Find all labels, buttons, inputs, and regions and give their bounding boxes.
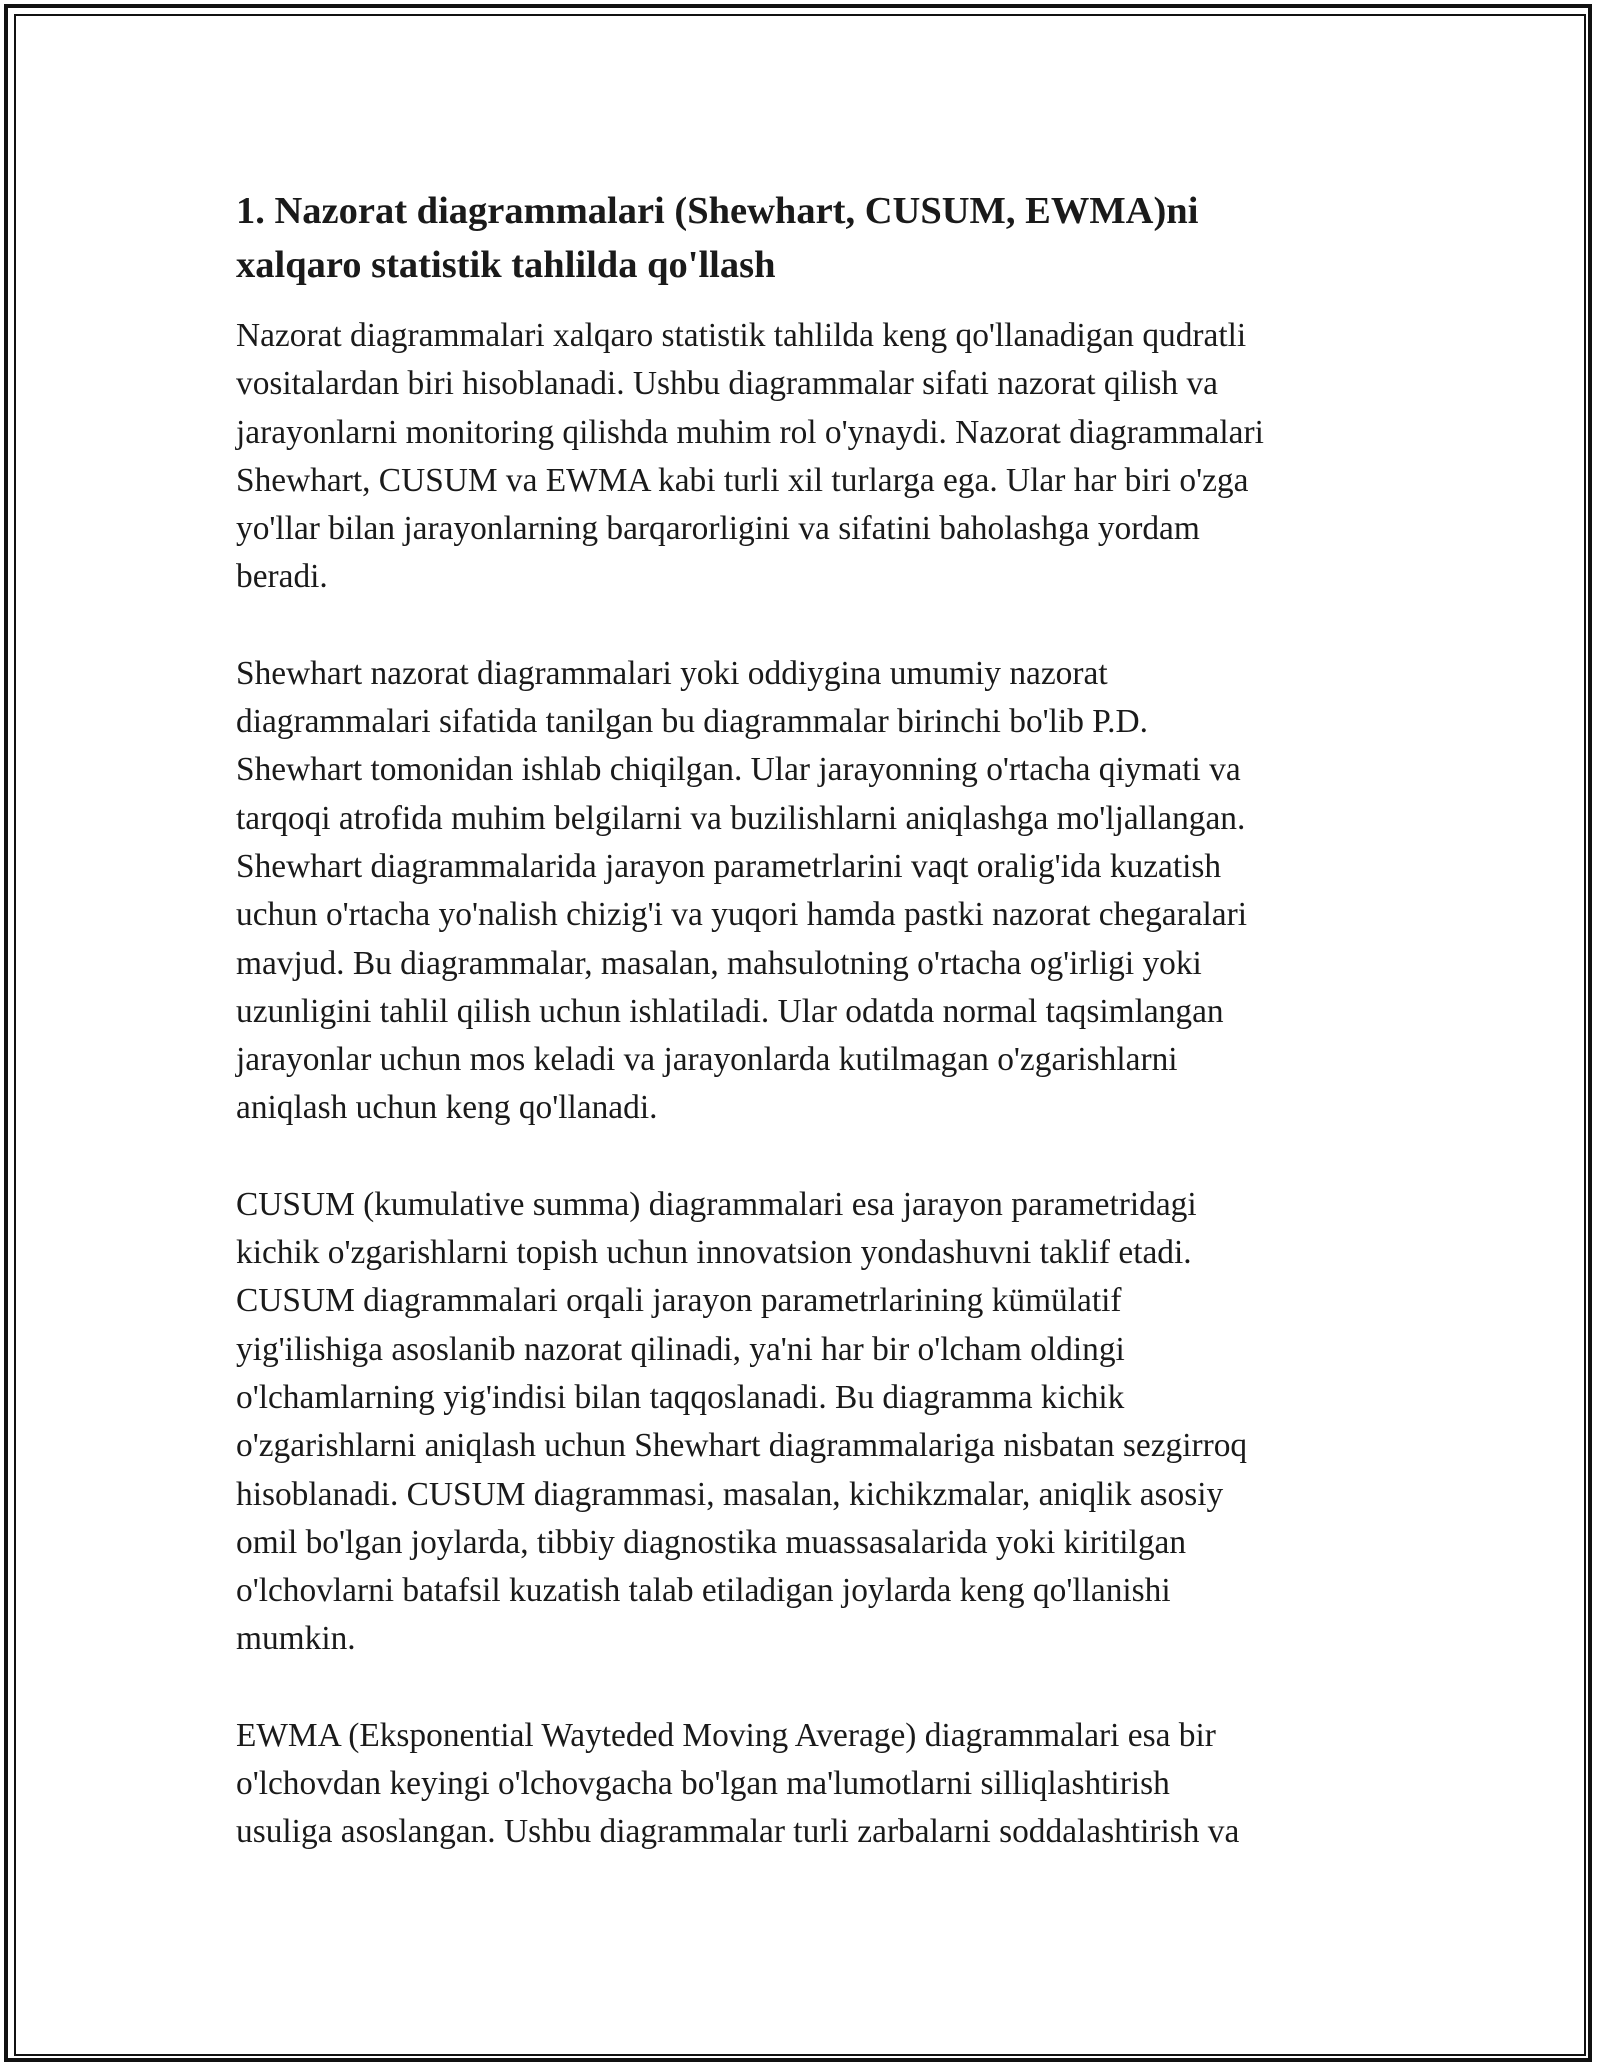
paragraph-line: o'lchamlarning yig'indisi bilan taqqoslanadi. Bu diagramma kichik xyxy=(236,1378,1125,1416)
section-heading xyxy=(236,184,1376,292)
paragraph-line: mumkin. xyxy=(236,1620,356,1658)
paragraph-line: usuliga asoslangan. Ushbu diagrammalar turli zarbalarni soddalashtirish va xyxy=(236,1813,1240,1851)
paragraph-line: CUSUM diagrammalari orqali jarayon parametrlarining kümülatif xyxy=(236,1282,1122,1320)
paragraph-line: omil bo'lgan joylarda, tibbiy diagnostika muassasalarida yoki kiritilgan xyxy=(236,1523,1187,1561)
paragraph-line: EWMA (Eksponential Wayteded Moving Average) diagrammalari esa bir xyxy=(236,1716,1216,1754)
paragraph-line: o'lchovdan keyingi o'lchovgacha bo'lgan ma'lumotlarni silliqlashtirish xyxy=(236,1765,1170,1803)
paragraph-line: Shewhart tomonidan ishlab chiqilgan. Ular jarayonning o'rtacha qiymati va xyxy=(236,751,1241,789)
paragraph-line: Nazorat diagrammalari xalqaro statistik tahlilda keng qo'llanadigan qudratli xyxy=(236,317,1247,354)
paragraph-spacer xyxy=(236,602,1376,650)
paragraph-spacer xyxy=(236,1133,1376,1181)
paragraph-line: aniqlash uchun keng qo'llanadi. xyxy=(236,1089,658,1127)
paragraph-line: yig'ilishiga asoslanib nazorat qilinadi, ya'ni har bir o'lcham oldingi xyxy=(236,1330,1125,1368)
section-heading-line-2: xalqaro statistik tahlilda qo'llash xyxy=(236,244,776,286)
paragraph-line: Shewhart nazorat diagrammalari yoki oddiygina umumiy nazorat xyxy=(236,654,1108,692)
paragraph-line: hisoblanadi. CUSUM diagrammasi, masalan, kichikzmalar, aniqlik asosiy xyxy=(236,1475,1224,1513)
paragraph-line: vositalardan biri hisoblanadi. Ushbu diagrammalar sifati nazorat qilish va xyxy=(236,365,1218,403)
paragraph-spacer xyxy=(236,1664,1376,1712)
paragraph-line: CUSUM (kumulative summa) diagrammalari esa jarayon parametridagi xyxy=(236,1185,1197,1223)
paragraph-cusum xyxy=(236,1181,1376,1664)
paragraph-line: tarqoqi atrofida muhim belgilarni va buzilishlarni aniqlashga mo'ljallangan. xyxy=(236,799,1246,837)
paragraph-line: mavjud. Bu diagrammalar, masalan, mahsulotning o'rtacha og'irligi yoki xyxy=(236,944,1202,982)
paragraph-line: uzunligini tahlil qilish uchun ishlatiladi. Ular odatda normal taqsimlangan xyxy=(236,992,1224,1030)
paragraph-line: o'zgarishlarni aniqlash uchun Shewhart diagrammalariga nisbatan sezgirroq xyxy=(236,1427,1248,1465)
paragraph-line: uchun o'rtacha yo'nalish chizig'i va yuqori hamda pastki nazorat chegaralari xyxy=(236,896,1248,934)
section-heading-line-1: 1. Nazorat diagrammalari (Shewhart, CUSUM, EWMA)ni xyxy=(236,190,1199,232)
paragraph-line: kichik o'zgarishlarni topish uchun innovatsion yondashuvni taklif etadi. xyxy=(236,1234,1192,1272)
paragraph-line: yo'llar bilan jarayonlarning barqarorligini va sifatini baholashga yordam xyxy=(236,510,1200,548)
paragraph-line: beradi. xyxy=(236,558,328,596)
paragraph-shewhart xyxy=(236,650,1376,1133)
paragraph-intro xyxy=(236,312,1376,602)
paragraph-ewma xyxy=(236,1712,1376,1857)
paragraph-line: Shewhart, CUSUM va EWMA kabi turli xil turlarga ega. Ular har biri o'zga xyxy=(236,461,1249,499)
paragraph-line: jarayonlarni monitoring qilishda muhim rol o'ynaydi. Nazorat diagrammalari xyxy=(236,413,1264,451)
paragraph-line: o'lchovlarni batafsil kuzatish talab etiladigan joylarda keng qo'llanishi xyxy=(236,1572,1171,1610)
paragraph-line: jarayonlar uchun mos keladi va jarayonlarda kutilmagan o'zgarishlarni xyxy=(236,1041,1178,1079)
paragraph-line: Shewhart diagrammalarida jarayon parametrlarini vaqt oralig'ida kuzatish xyxy=(236,847,1222,885)
document-body xyxy=(236,184,1376,1857)
paragraph-line: diagrammalari sifatida tanilgan bu diagrammalar birinchi bo'lib P.D. xyxy=(236,703,1148,741)
